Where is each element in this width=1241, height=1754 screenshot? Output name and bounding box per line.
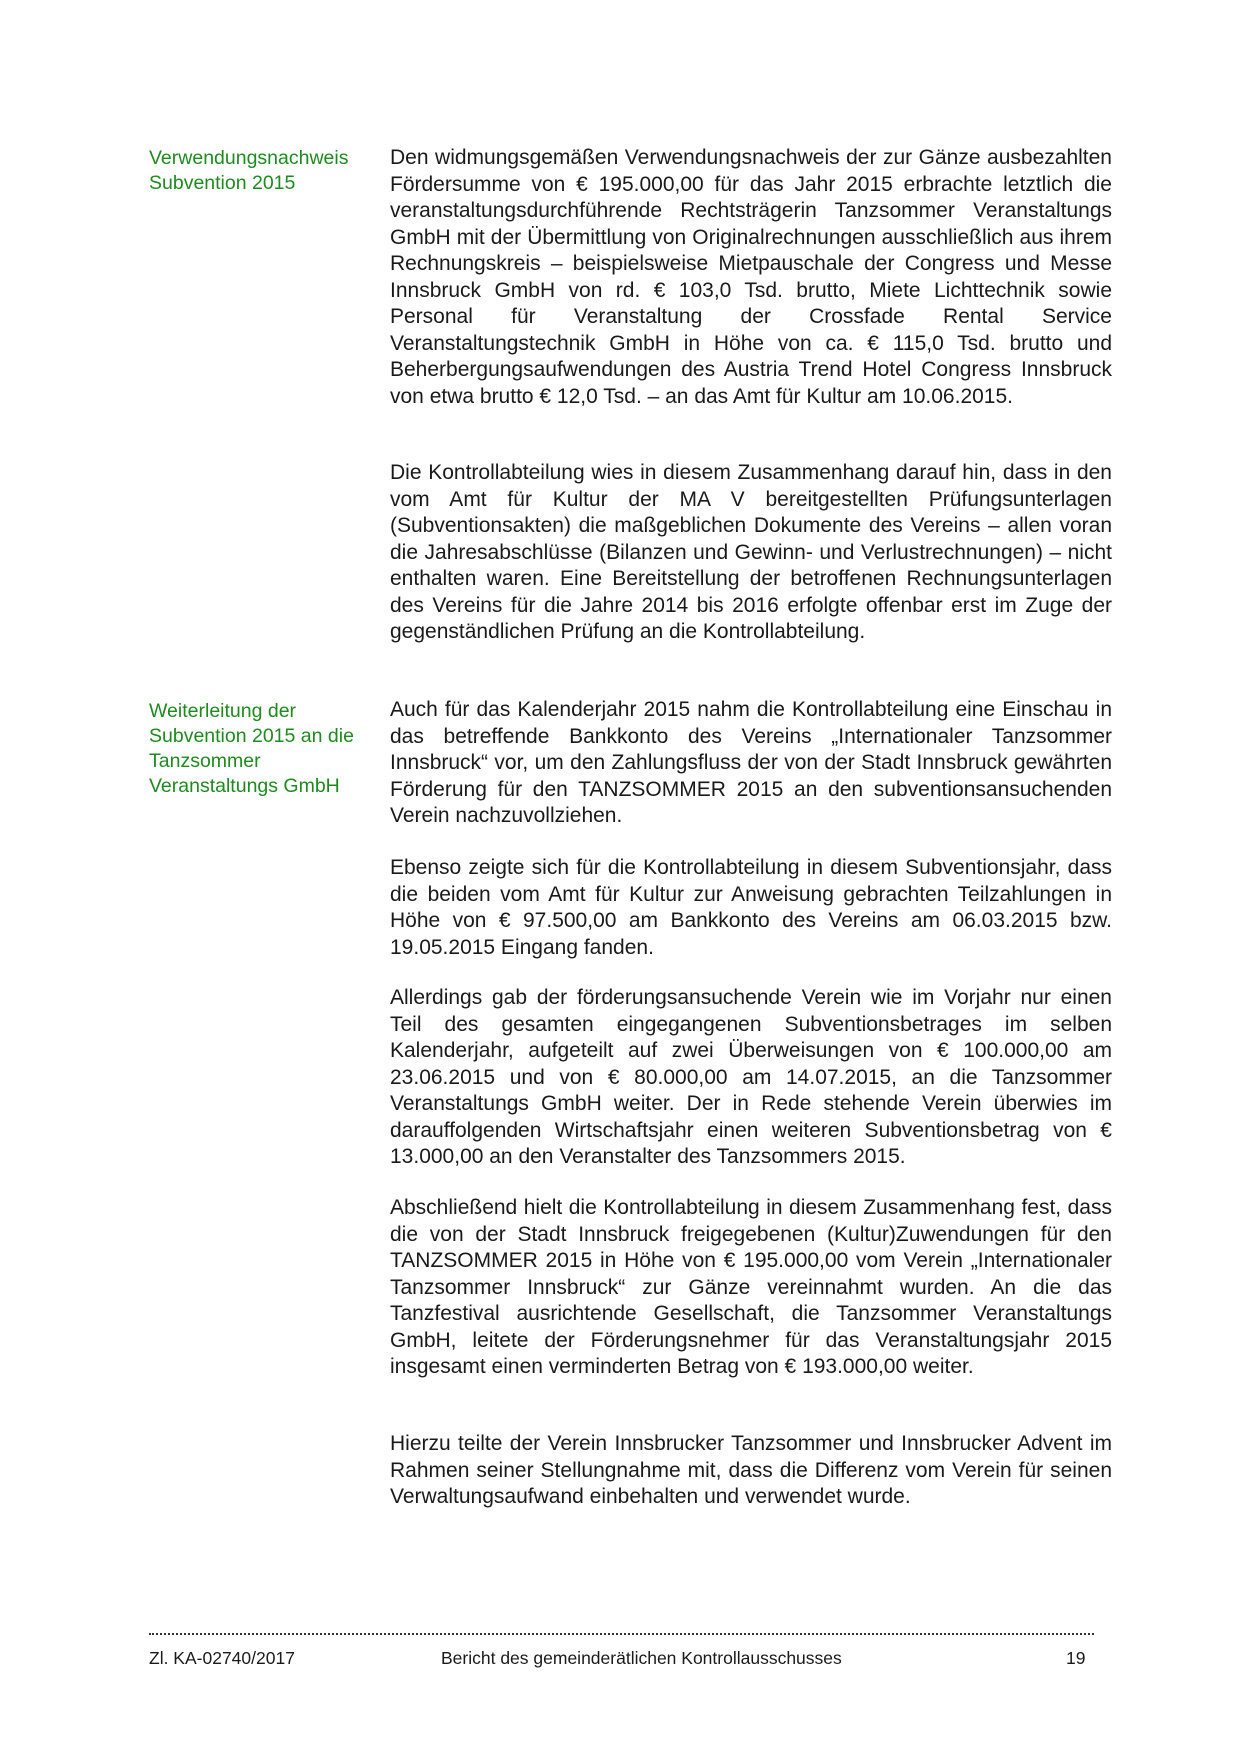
page-number: 19 — [1066, 1648, 1086, 1668]
footer-reference: Zl. KA-02740/2017 — [149, 1648, 295, 1668]
paragraph-2: Die Kontrollabteilung wies in diesem Zusammenhang darauf hin, dass in den vom Amt für Kultur der MA V bereitgestellten Prüfungsunterlagen (Subventionsakten) die maßgeblichen Dokumente des Vereins – allen voran die Jahresabschlüsse (Bilanzen und Gewinn- und Verlustrechnungen) – nicht enthalten waren. Eine Bereitstellung der betroffenen Rechnungsunterlagen des Vereins für die Jahre 2014 bis 2016 erfolgte offenbar erst im Zuge der gegenständlichen Prüfung an die Kontrollabteilung. — [390, 461, 1112, 643]
paragraph-7: Hierzu teilte der Verein Innsbrucker Tanzsommer und Innsbrucker Advent im Rahmen seiner Stellungnahme mit, dass die Differenz vom Verein für seinen Verwaltungsaufwand einbehalten und verwendet wurde. — [390, 1432, 1112, 1508]
footer-divider — [149, 1633, 1094, 1635]
paragraph-6: Abschließend hielt die Kontrollabteilung in diesem Zusammenhang fest, dass die von der Stadt Innsbruck freigegebenen (Kultur)Zuwendungen für den TANZSOMMER 2015 in Höhe von € 195.000,00 vom Verein „Internationaler Tanzsommer Innsbruck“ zur Gänze vereinnahmt wurden. An die das Tanzfestival ausrichtende Gesellschaft, die Tanzsommer Veranstaltungs GmbH, leitete der Förderungsnehmer für das Veranstaltungsjahr 2015 insgesamt einen verminderten Betrag von € 193.000,00 weiter. — [390, 1196, 1112, 1378]
footer-title: Bericht des gemeinderätlichen Kontrollausschusses — [441, 1648, 842, 1668]
paragraph-5: Allerdings gab der förderungsansuchende Verein wie im Vorjahr nur einen Teil des gesamten eingegangenen Subventionsbetrages im selben Kalenderjahr, aufgeteilt auf zwei Überweisungen von € 100.000,00 am 23.06.2015 und von € 80.000,00 am 14.07.2015, an die Tanzsommer Veranstaltungs GmbH weiter. Der in Rede stehende Verein überwies im darauffolgenden Wirtschaftsjahr einen weiteren Subventionsbetrag von € 13.000,00 an den Veranstalter des Tanzsommers 2015. — [390, 986, 1112, 1168]
paragraph-4: Ebenso zeigte sich für die Kontrollabteilung in diesem Subventionsjahr, dass die beiden vom Amt für Kultur zur Anweisung gebrachten Teilzahlungen in Höhe von € 97.500,00 am Bankkonto des Vereins am 06.03.2015 bzw. 19.05.2015 Eingang fanden. — [390, 856, 1112, 959]
sidenote-weiterleitung: Weiterleitung der Subvention 2015 an die Tanzsommer Veranstaltungs GmbH — [149, 700, 354, 797]
paragraph-1: Den widmungsgemäßen Verwendungsnachweis der zur Gänze ausbezahlten Fördersumme von € 195.000,00 für das Jahr 2015 erbrachte letztlich die veranstaltungsdurchführende Rechtsträgerin Tanzsommer Veranstaltungs GmbH mit der Übermittlung von Originalrechnungen ausschließlich aus ihrem Rechnungskreis – beispielsweise Mietpauschale der Congress und Messe Innsbruck GmbH von rd. € 103,0 Tsd. brutto, Miete Lichttechnik sowie Personal für Veranstaltung der Crossfade Rental Service Veranstaltungstechnik GmbH in Höhe von ca. € 115,0 Tsd. brutto und Beherbergungsaufwendungen des Austria Trend Hotel Congress Innsbruck von etwa brutto € 12,0 Tsd. – an das Amt für Kultur am 10.06.2015. — [390, 146, 1112, 408]
paragraph-3: Auch für das Kalenderjahr 2015 nahm die Kontrollabteilung eine Einschau in das betreffende Bankkonto des Vereins „Internationaler Tanzsommer Innsbruck“ vor, um den Zahlungsfluss der von der Stadt Innsbruck gewährten Förderung für den TANZSOMMER 2015 an den subventionsansuchenden Verein nachzuvollziehen. — [390, 698, 1112, 827]
sidenote-verwendungsnachweis: Verwendungsnachweis Subvention 2015 — [149, 147, 349, 194]
